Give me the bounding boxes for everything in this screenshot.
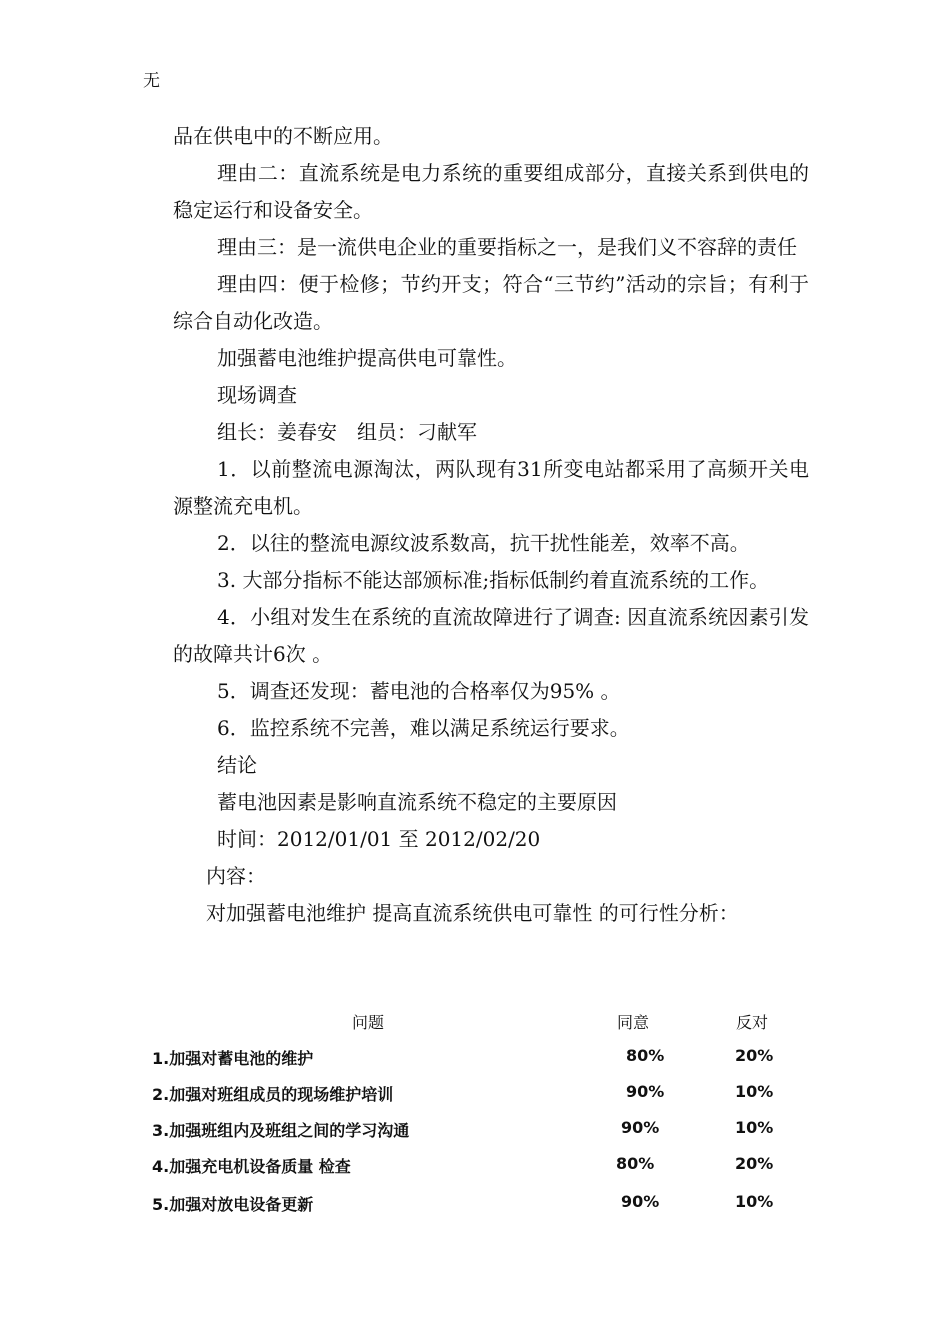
row-question: 2.加强对班组成员的现场维护培训 xyxy=(152,1085,394,1104)
paragraph: 理由四：便于检修；节约开支；符合“三节约”活动的宗旨；有利于综合自动化改造。 xyxy=(173,272,809,333)
row-agree: 90% xyxy=(621,1192,660,1211)
feasibility-intro: 对加强蓄电池维护 提高直流系统供电可靠性 的可行性分析： xyxy=(206,901,739,925)
table-row xyxy=(152,1154,812,1192)
paragraph: 组长：姜春安 组员：刁献军 xyxy=(217,420,477,444)
row-agree: 80% xyxy=(626,1046,665,1065)
table-row xyxy=(152,1192,812,1228)
list-item: 1．以前整流电源淘汰，两队现有31所变电站都采用了高频开关电源整流充电机。 xyxy=(173,457,809,518)
table-row xyxy=(152,1046,812,1082)
row-question: 4.加强充电机设备质量 检查 xyxy=(152,1157,351,1176)
paragraph: 理由二：直流系统是电力系统的重要组成部分，直接关系到供电的稳定运行和设备安全。 xyxy=(173,161,809,222)
section-heading: 现场调查 xyxy=(217,383,297,407)
row-agree: 90% xyxy=(621,1118,660,1137)
list-item: 4．小组对发生在系统的直流故障进行了调查: 因直流系统因素引发的故障共计6次 。 xyxy=(173,605,809,666)
row-oppose: 10% xyxy=(735,1082,774,1101)
header-mark: 无 xyxy=(143,71,160,91)
row-question: 1.加强对蓄电池的维护 xyxy=(152,1049,314,1068)
paragraph: 品在供电中的不断应用。 xyxy=(173,124,393,148)
paragraph: 蓄电池因素是影响直流系统不稳定的主要原因 xyxy=(217,790,617,814)
table-header xyxy=(152,1010,812,1046)
content-label: 内容： xyxy=(206,864,266,888)
table-row xyxy=(152,1118,812,1154)
paragraph: 加强蓄电池维护提高供电可靠性。 xyxy=(217,346,517,370)
document-body xyxy=(173,118,809,932)
section-heading: 结论 xyxy=(217,753,257,777)
table-row xyxy=(152,1082,812,1118)
header-agree: 同意 xyxy=(617,1013,650,1032)
row-agree: 80% xyxy=(616,1154,655,1173)
row-oppose: 20% xyxy=(735,1154,774,1173)
row-oppose: 10% xyxy=(735,1192,774,1211)
row-agree: 90% xyxy=(626,1082,665,1101)
list-item: 3. 大部分指标不能达部颁标准;指标低制约着直流系统的工作。 xyxy=(217,568,770,592)
list-item: 5．调查还发现：蓄电池的合格率仅为95% 。 xyxy=(217,679,621,703)
row-oppose: 10% xyxy=(735,1118,774,1137)
list-item: 6．监控系统不完善，难以满足系统运行要求。 xyxy=(217,716,630,740)
row-oppose: 20% xyxy=(735,1046,774,1065)
feasibility-table xyxy=(152,1010,812,1228)
row-question: 5.加强对放电设备更新 xyxy=(152,1195,314,1214)
row-question: 3.加强班组内及班组之间的学习沟通 xyxy=(152,1121,410,1140)
list-item: 2．以往的整流电源纹波系数高，抗干扰性能差，效率不高。 xyxy=(217,531,750,555)
paragraph: 时间：2012/01/01 至 2012/02/20 xyxy=(217,827,541,851)
header-oppose: 反对 xyxy=(736,1013,769,1032)
paragraph: 理由三：是一流供电企业的重要指标之一，是我们义不容辞的责任 xyxy=(217,235,797,259)
header-question: 问题 xyxy=(352,1013,385,1032)
